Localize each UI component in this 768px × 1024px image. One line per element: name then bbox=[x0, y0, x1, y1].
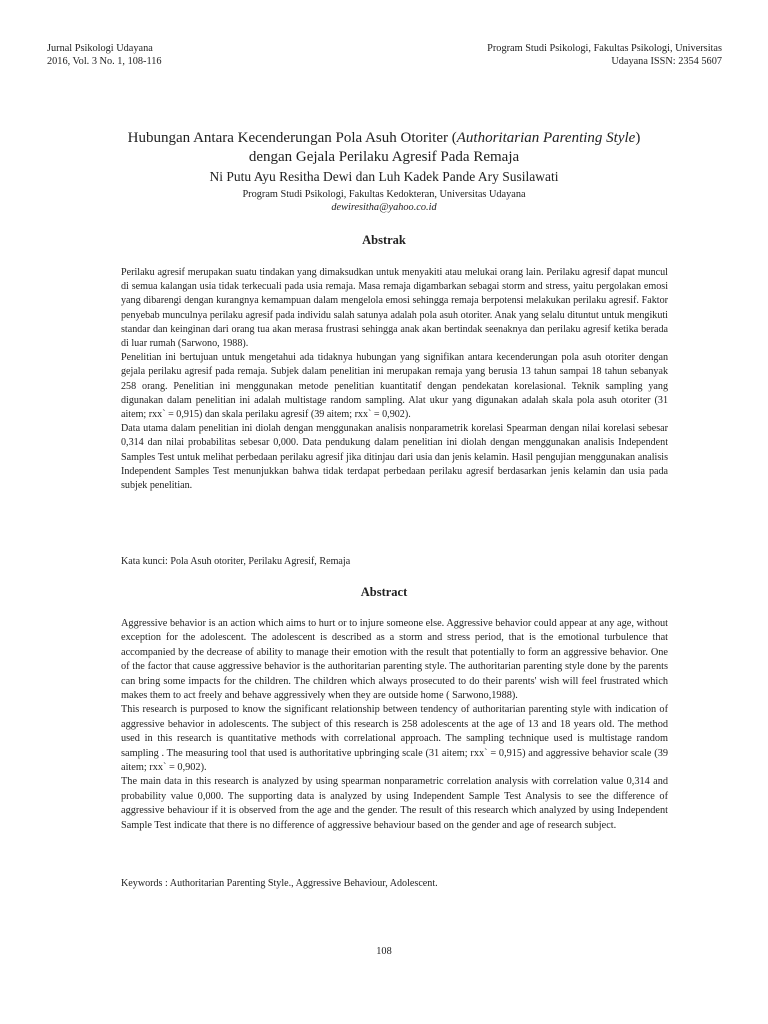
title-part1: Hubungan Antara Kecenderungan Pola Asuh Otoriter ( bbox=[127, 130, 457, 146]
journal-name: Jurnal Psikologi Udayana bbox=[47, 43, 153, 54]
title-italic: Authoritarian Parenting Style bbox=[456, 130, 636, 146]
abstrak-body bbox=[121, 266, 668, 493]
abstrak-keywords: Kata kunci: Pola Asuh otoriter, Perilaku Agresif, Remaja bbox=[121, 556, 351, 567]
abstract-paragraph: Aggressive behavior is an action which aims to hurt or to injure someone else. Aggressive behavior could appear at any age, without exception for the adolescent. The adolescent is described as a storm and stress period, that is the emotional turbulence that accompanied by the decrease of ability to manage their emotion with the result that potentially to form an aggressive behavior. One of the factor that cause aggressive behavior is the authoritarian parenting style. The authoritarian parenting style done by the parents can bring some impacts for the children. The children which always prosecuted to do their parents' wish will feel frustrated which makes them to act freely and behave aggressively when they are outside home ( Sarwono,1988). bbox=[121, 618, 668, 702]
authors: Ni Putu Ayu Resitha Dewi dan Luh Kadek Pande Ary Susilawati bbox=[209, 169, 559, 184]
paper-title bbox=[70, 129, 698, 167]
author-email: dewiresitha@yahoo.co.id bbox=[331, 202, 437, 213]
abstrak-paragraph: Perilaku agresif merupakan suatu tindakan yang dimaksudkan untuk menyakiti atau melukai orang lain. Perilaku agresif dapat muncul di semua kalangan usia tidak terkecuali pada usia remaja. Masa remaja digambarkan sebagai storm and stress, yaitu pergolakan emosi yang dibarengi dengan kurangnya kemampuan dalam mengelola emosi sehingga remaja berpotensi melakukan perilaku agresif. Faktor penyebab munculnya perilaku agresif pada individu salah satunya adalah pola asuh otoriter. Anak yang selalu dituntut untuk mengikuti standar dan keinginan dari orang tua akan merasa frustrasi sehingga anak akan bertindak seenaknya dan perilaku agresif ketika berada di luar rumah (Sarwono, 1988). bbox=[121, 267, 668, 350]
program-header bbox=[487, 42, 722, 68]
abstrak-heading: Abstrak bbox=[362, 233, 406, 247]
abstract-paragraph: The main data in this research is analyzed by using spearman nonparametric correlation analysis with correlation value 0,314 and probability value 0,000. The supporting data is analyzed by using Independent Sample Test Analysis to see the difference of aggressive behaviour if it is observed from the age and the gender. The result of this research which analyzed by using Independent Sample Test indicate that there is no difference of aggressive behaviour based on the gender and age of research subject. bbox=[121, 776, 668, 831]
abstract-paragraph: This research is purposed to know the significant relationship between tendency of authoritarian parenting style with indication of aggressive behavior in adolescents. The subject of this research is 258 adolescents at the age of 13 and 18 years old. The method used in this research is quantitative methods with correlational approach. The sampling technique used is multistage random sampling . The measuring tool that used is authoritative upbringing scale (31 aitem; rxx` = 0,915) and aggressive behavior scale (39 aitem; rxx` = 0,902). bbox=[121, 704, 668, 774]
abstract-keywords: Keywords : Authoritarian Parenting Style., Aggressive Behaviour, Adolescent. bbox=[121, 878, 438, 889]
abstrak-paragraph: Penelitian ini bertujuan untuk mengetahui ada tidaknya hubungan yang signifikan antara kecenderungan pola asuh otoriter dengan gejala perilaku agresif pada remaja. Subjek dalam penelitian ini merupakan remaja yang berusia 13 tahun sampai 18 tahun sebanyak 258 orang. Penelitian ini menggunakan metode penelitian kuantitatif dengan pendekatan korelasional. Teknik sampling yang digunakan dalam penelitian ini adalah multistage random sampling. Alat ukur yang digunakan adalah skala pola asuh otoriter (31 aitem; rxx` = 0,915) dan skala perilaku agresif (39 aitem; rxx` = 0,902). bbox=[121, 352, 668, 421]
abstract-body bbox=[121, 617, 668, 833]
program-name: Program Studi Psikologi, Fakultas Psikologi, Universitas bbox=[487, 43, 722, 54]
page-number: 108 bbox=[376, 946, 392, 957]
journal-volume: 2016, Vol. 3 No. 1, 108-116 bbox=[47, 56, 162, 67]
title-line2: dengan Gejala Perilaku Agresif Pada Remaja bbox=[248, 149, 520, 165]
abstrak-paragraph: Data utama dalam penelitian ini diolah dengan menggunakan analisis nonparametrik korelasi Spearman dengan nilai korelasi sebesar 0,314 dan nilai probabilitas sebesar 0,000. Data pendukung dalam penelitian ini diolah dengan menggunakan analisis Independent Samples Test untuk melihat perbedaan perilaku agresif jika ditinjau dari usia dan jenis kelamin. Hasil pengujian menggunakan analisis Independent Samples Test menunjukkan bahwa tidak terdapat perbedaan perilaku agresif berdasarkan jenis kelamin dan usia pada subjek penelitian. bbox=[121, 423, 668, 492]
title-block bbox=[70, 129, 698, 215]
title-part2: ) bbox=[635, 130, 641, 146]
journal-header bbox=[47, 42, 162, 68]
abstract-heading: Abstract bbox=[360, 585, 408, 599]
issn: Udayana ISSN: 2354 5607 bbox=[611, 56, 722, 67]
affiliation: Program Studi Psikologi, Fakultas Kedokteran, Universitas Udayana bbox=[242, 189, 526, 200]
